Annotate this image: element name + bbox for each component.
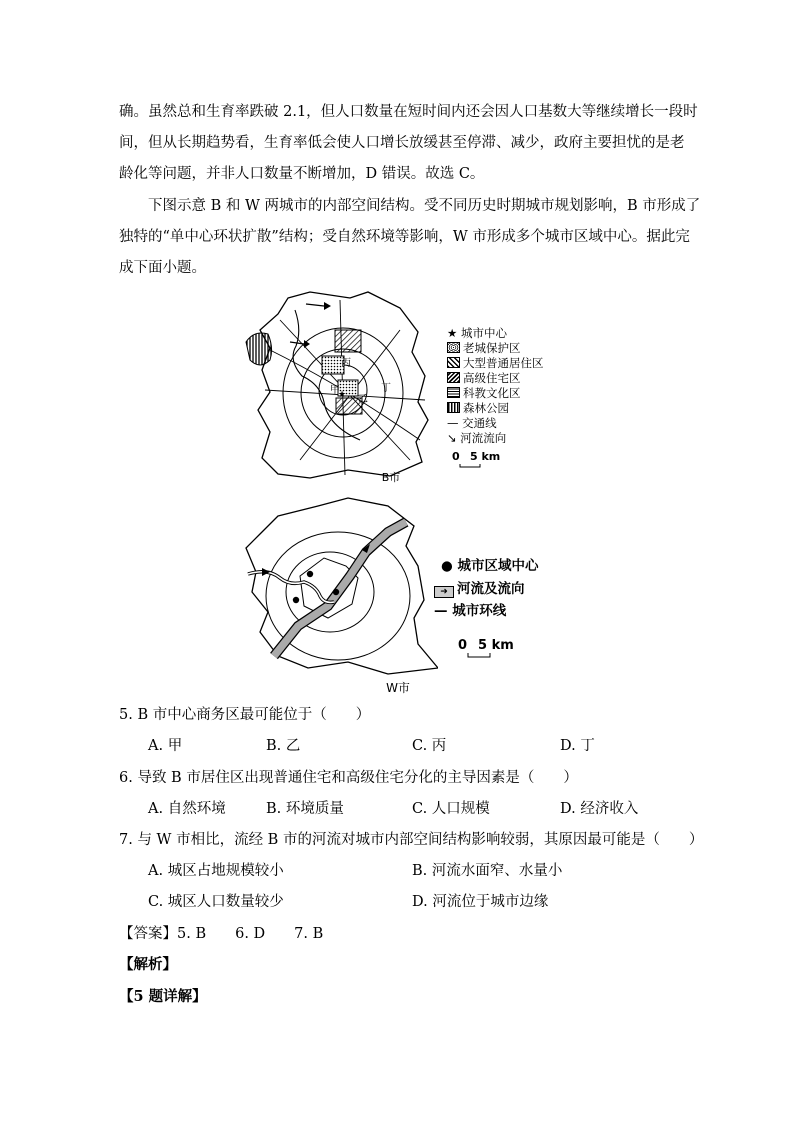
legend-forest: 森林公园: [447, 401, 509, 416]
w-city-map: [238, 496, 438, 696]
w-map-caption: W市: [386, 681, 410, 695]
intro-line-1: 确。虽然总和生育率跌破 2.1，但人口数量在短时间内还会因人口基数大等继续增长一段时: [119, 104, 698, 120]
b-residential-area: [335, 330, 361, 352]
question-6-option-b[interactable]: B. 环境质量: [266, 801, 344, 817]
question-6-option-d[interactable]: D. 经济收入: [560, 801, 639, 817]
b-label-jia: 甲: [330, 385, 340, 396]
question-5-detail-heading: 【5 题详解】: [119, 988, 207, 1005]
legend-city-center: ★ 城市中心: [447, 326, 507, 340]
dot-icon: ●: [441, 558, 458, 574]
analysis-heading: 【解析】: [119, 956, 177, 973]
w-center-3: [333, 589, 339, 595]
legend-science: 科教文化区: [447, 386, 521, 401]
intro-line-3: 龄化等问题，并非人口数量不断增加，D 错误。故选 C。: [119, 166, 485, 182]
question-7-option-c[interactable]: C. 城区人口数量较少: [148, 894, 284, 910]
legend-traffic: — 交通线: [447, 416, 497, 430]
svg-text:5 km: 5 km: [470, 450, 501, 463]
line-icon: —: [447, 416, 463, 430]
svg-text:0: 0: [458, 638, 468, 653]
question-5-stem: 5. B 市中心商务区最可能位于（ ）: [119, 707, 371, 723]
b-label-ding: 丁: [381, 383, 391, 394]
river-arrow-icon: ➜: [434, 586, 454, 598]
question-7-option-b[interactable]: B. 河流水面窄、水量小: [412, 863, 563, 879]
w-center-2: [293, 597, 299, 603]
striped-swatch-icon: [447, 402, 460, 413]
question-6-stem: 6. 导致 B 市居住区出现普通住宅和高级住宅分化的主导因素是（ ）: [119, 770, 578, 786]
question-5-option-d[interactable]: D. 丁: [560, 738, 595, 754]
star-icon: ★: [447, 326, 461, 340]
svg-text:0: 0: [452, 450, 460, 463]
line-icon: —: [434, 603, 453, 619]
passage-line-3: 成下面小题。: [119, 260, 206, 276]
question-6-option-a[interactable]: A. 自然环境: [148, 801, 226, 817]
legend-river-flow: ↘ 河流流向: [447, 431, 507, 445]
passage-line-1: 下图示意 B 和 W 两城市的内部空间结构。受不同历史时期城市规划影响，B 市形成了: [148, 198, 701, 214]
b-city-map: [240, 290, 440, 490]
question-6-option-c[interactable]: C. 人口规模: [412, 801, 490, 817]
question-5-option-b[interactable]: B. 乙: [266, 738, 301, 754]
b-label-bing: 丙: [341, 358, 351, 369]
legend-high-end: 高级住宅区: [447, 371, 521, 386]
w-legend-ring: — 城市环线: [434, 603, 507, 619]
w-legend-river: ➜ 河流及流向: [434, 579, 525, 599]
question-5-option-c[interactable]: C. 丙: [412, 738, 447, 754]
question-7-option-a[interactable]: A. 城区占地规模较小: [148, 863, 284, 879]
legend-old-town: 老城保护区: [447, 341, 521, 356]
b-map-caption: B市: [381, 471, 401, 484]
w-legend-center: ● 城市区域中心: [441, 558, 539, 574]
intro-line-2: 间，但从长期趋势看，生育率低会使人口增长放缓甚至停滞、减少，政府主要担忧的是老: [119, 135, 685, 151]
b-city-center-star: ★: [337, 390, 347, 400]
w-scale-bar: [456, 636, 526, 660]
dense-hatched-swatch-icon: [447, 372, 460, 383]
svg-text:5 km: 5 km: [478, 638, 514, 653]
b-scale-bar: [450, 448, 510, 470]
legend-residential: 大型普通居住区: [447, 356, 544, 371]
b-label-yi: 乙: [358, 394, 368, 405]
grid-swatch-icon: [447, 387, 460, 398]
question-5-option-a[interactable]: A. 甲: [148, 738, 183, 754]
answer-line: 【答案】5. B 6. D 7. B: [119, 926, 324, 942]
dotted-swatch-icon: [447, 342, 460, 353]
passage-line-2: 独特的“单中心环状扩散”结构；受自然环境等影响，W 市形成多个城市区域中心。据此完: [119, 229, 690, 245]
arrow-icon: ↘: [447, 431, 461, 445]
b-forest-park: [246, 333, 272, 365]
w-center-1: [307, 571, 313, 577]
question-7-stem: 7. 与 W 市相比，流经 B 市的河流对城市内部空间结构影响较弱，其原因最可能是（ ）: [119, 832, 704, 848]
question-7-option-d[interactable]: D. 河流位于城市边缘: [412, 894, 549, 910]
hatched-swatch-icon: [447, 357, 460, 368]
